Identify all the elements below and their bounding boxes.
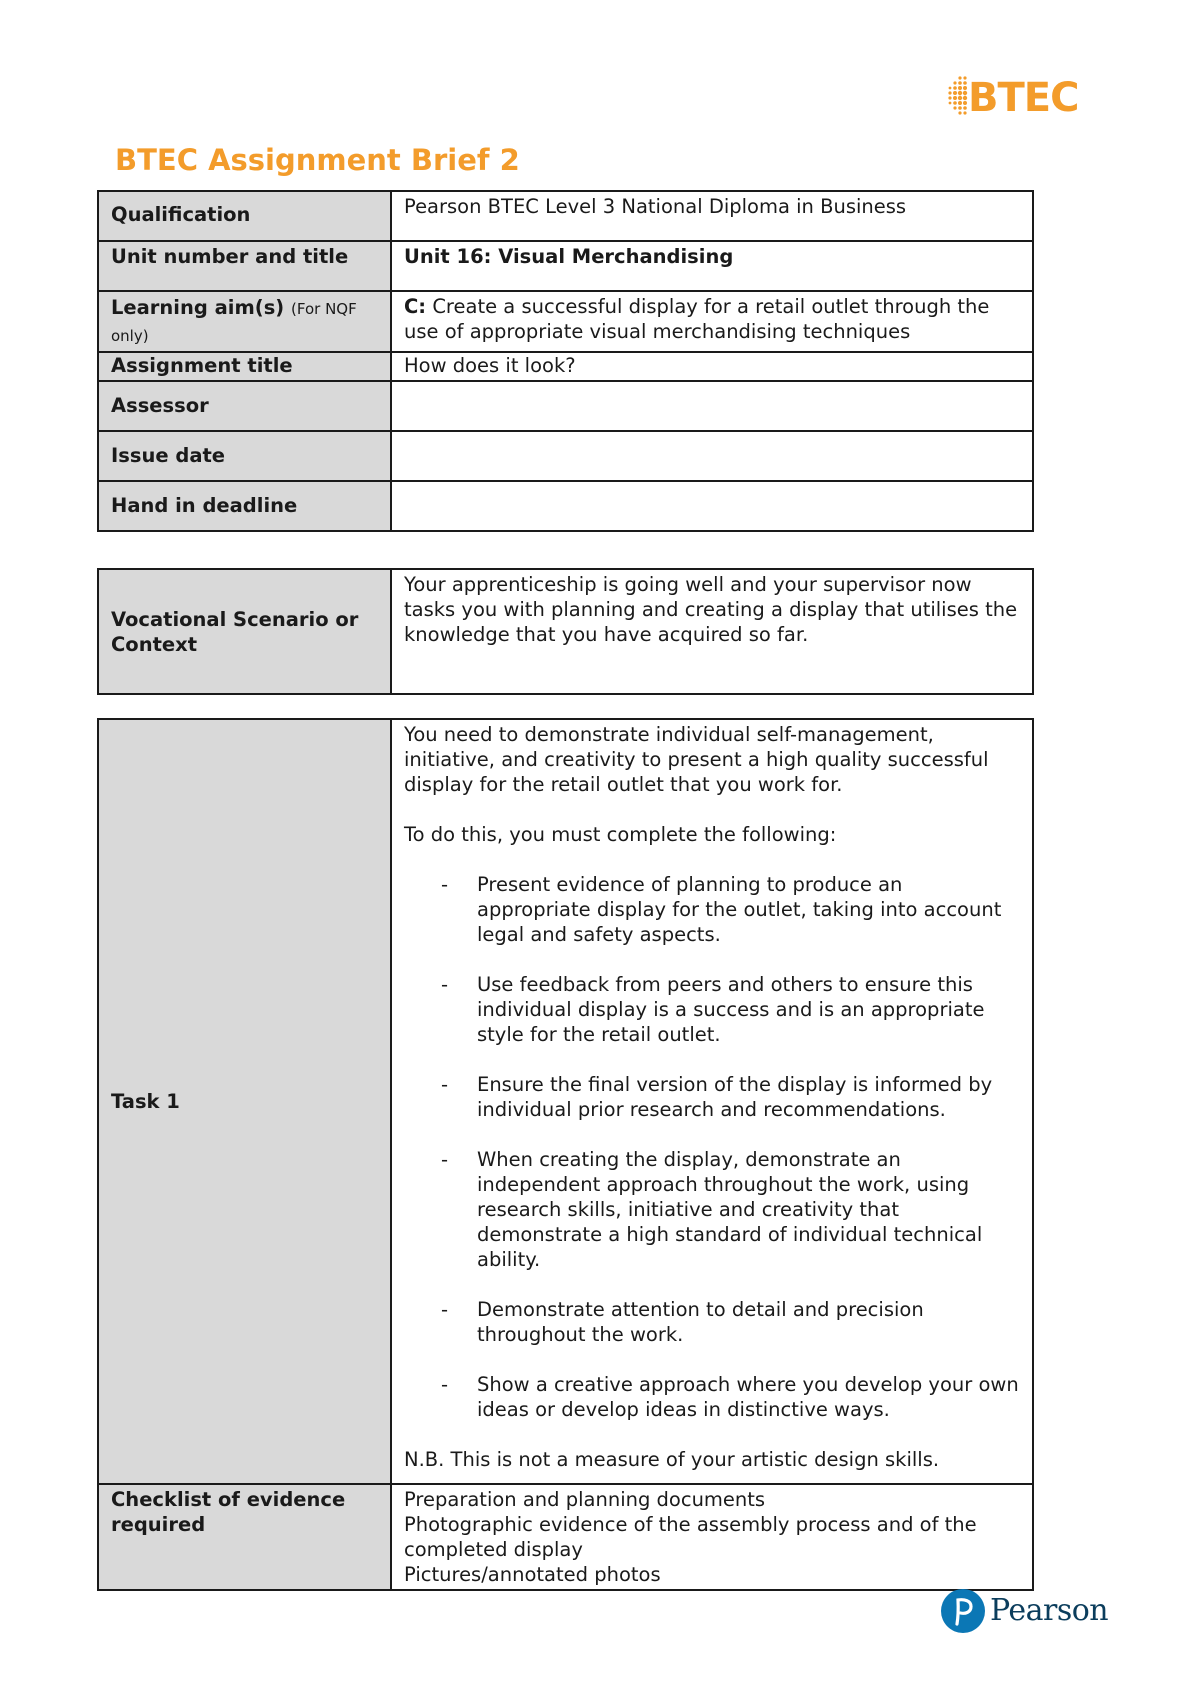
task-table (97, 718, 1034, 1591)
dash-bullet-icon: - (441, 1148, 449, 1171)
assessor-label: Assessor (98, 381, 391, 431)
qualification-value: Pearson BTEC Level 3 National Diploma in Business (391, 191, 1033, 241)
dash-bullet-icon: - (441, 973, 449, 996)
learning-aim-text: Create a successful display for a retail outlet through the use of appropriate visual merchandising techniques (404, 295, 990, 343)
task-item-text: Use feedback from peers and others to ensure this individual display is a success and is an appropriate style for the retail outlet. (477, 973, 985, 1046)
table-row (98, 481, 1033, 531)
scenario-table (97, 568, 1034, 695)
table-row (98, 241, 1033, 291)
table-row (98, 352, 1033, 381)
scenario-label: Vocational Scenario or Context (98, 569, 391, 694)
assessor-value[interactable] (391, 381, 1033, 431)
checklist-content (391, 1484, 1033, 1590)
assignment-title-value: How does it look? (391, 352, 1033, 381)
task-note: N.B. This is not a measure of your artistic design skills. (404, 1448, 940, 1471)
task-item-text: Demonstrate attention to detail and precision throughout the work. (477, 1298, 924, 1346)
btec-logo (946, 72, 1096, 128)
table-row (98, 191, 1033, 241)
table-row (98, 291, 1033, 352)
task-label: Task 1 (98, 719, 391, 1484)
page-title: BTEC Assignment Brief 2 (115, 143, 520, 177)
table-row (98, 569, 1033, 694)
task-item-text: When creating the display, demonstrate an independent approach throughout the work, using research skills, initiative and creativity that demonstrate a high standard of individual technical ability. (477, 1148, 983, 1271)
checklist-item: Preparation and planning documents (404, 1488, 766, 1511)
task-item-text: Show a creative approach where you develop your own ideas or develop ideas in distinctive ways. (477, 1373, 1019, 1421)
task-list (404, 872, 1020, 1422)
task-content (391, 719, 1033, 1484)
dash-bullet-icon: - (441, 1298, 449, 1321)
learning-aims-label: Learning aim(s) (111, 296, 285, 319)
list-item (404, 1297, 1020, 1347)
pearson-logo-text: Pearson (990, 1593, 1109, 1628)
dash-bullet-icon: - (441, 1373, 449, 1396)
unit-value: Unit 16: Visual Merchandising (391, 241, 1033, 291)
table-row (98, 719, 1033, 1484)
task-item-text: Present evidence of planning to produce an appropriate display for the outlet, taking into account legal and safety aspects. (477, 873, 1002, 946)
task-intro: You need to demonstrate individual self-management, initiative, and creativity to present a high quality successful display for the retail outlet that you work for. (404, 723, 989, 796)
list-item (404, 1147, 1020, 1272)
table-row (98, 1484, 1033, 1590)
assignment-details-table (97, 190, 1034, 532)
checklist-label: Checklist of evidence required (98, 1484, 391, 1590)
dash-bullet-icon: - (441, 1073, 449, 1096)
unit-label: Unit number and title (98, 241, 391, 291)
task-lead-in: To do this, you must complete the following: (404, 823, 837, 846)
issue-date-value[interactable] (391, 431, 1033, 481)
list-item (404, 1072, 1020, 1122)
dash-bullet-icon: - (441, 873, 449, 896)
list-item (404, 1372, 1020, 1422)
list-item (404, 972, 1020, 1047)
btec-logo-text: BTEC (968, 75, 1079, 121)
pearson-p-icon (940, 1588, 986, 1634)
learning-aim-code: C: (404, 295, 427, 318)
checklist-item: Photographic evidence of the assembly process and of the completed display (404, 1513, 977, 1561)
qualification-label: Qualification (98, 191, 391, 241)
checklist-item: Pictures/annotated photos (404, 1563, 661, 1586)
learning-aims-label-cell (98, 291, 391, 352)
deadline-label: Hand in deadline (98, 481, 391, 531)
list-item (404, 872, 1020, 947)
table-row (98, 381, 1033, 431)
table-row (98, 431, 1033, 481)
assignment-title-label: Assignment title (98, 352, 391, 381)
learning-aims-note: (For NQF only) (111, 300, 357, 345)
task-item-text: Ensure the final version of the display is informed by individual prior research and recommendations. (477, 1073, 993, 1121)
scenario-text: Your apprenticeship is going well and your supervisor now tasks you with planning and creating a display that utilises the knowledge that you have acquired so far. (391, 569, 1033, 694)
pearson-logo (940, 1588, 1109, 1638)
learning-aims-value-cell (391, 291, 1033, 352)
issue-date-label: Issue date (98, 431, 391, 481)
deadline-value[interactable] (391, 481, 1033, 531)
